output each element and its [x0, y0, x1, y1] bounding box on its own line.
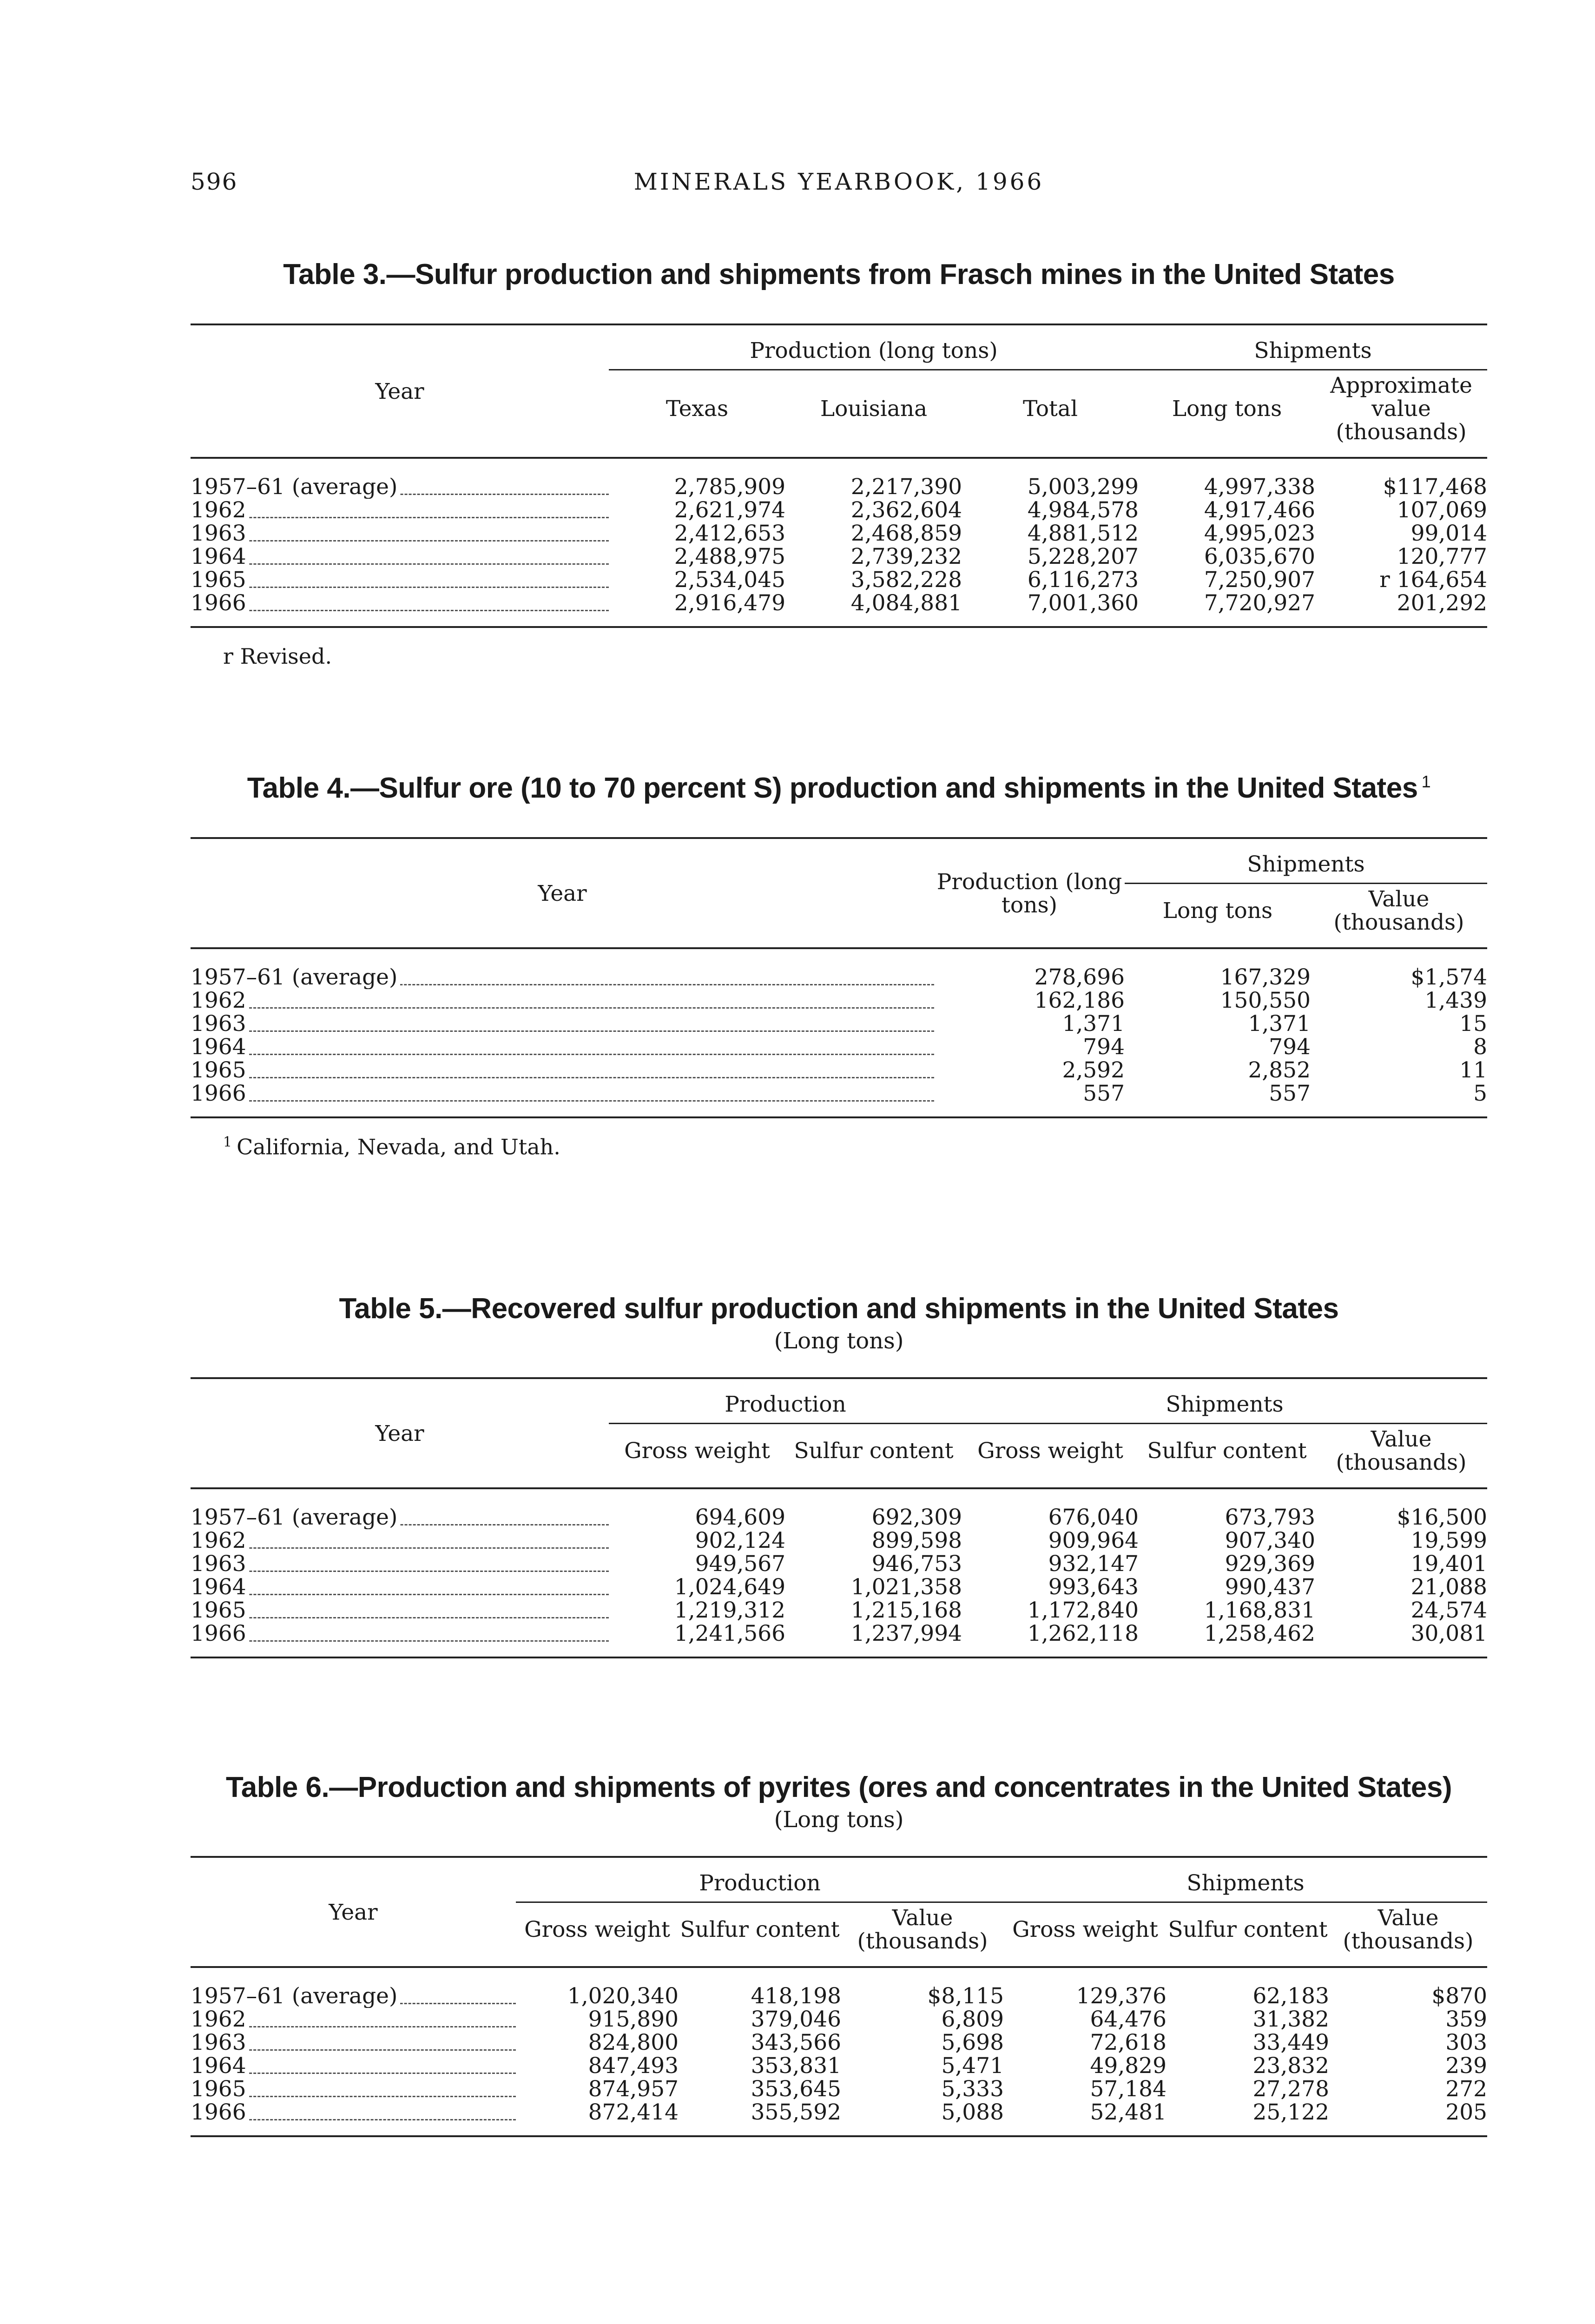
value-header: Value (thousands): [857, 1905, 988, 1954]
table-6: [191, 1771, 1487, 2137]
ship-value-cell: 359: [1445, 2007, 1488, 2032]
year-cell: 1966: [191, 592, 249, 616]
table-row: [191, 1529, 1487, 1552]
total-cell: 7,001,360: [1027, 590, 1139, 616]
ship-gross-cell: 64,476: [1090, 2007, 1167, 2032]
texas-cell: 2,621,974: [674, 497, 785, 523]
year-cell: 1966: [191, 2101, 249, 2125]
ship-sulfur-cell: 23,832: [1252, 2053, 1329, 2079]
ship-value-cell: 205: [1445, 2100, 1488, 2125]
table-row: [191, 522, 1487, 545]
sulfur-content-header: Sulfur content: [794, 1438, 954, 1464]
year-cell: 1962: [191, 1529, 249, 1552]
year-cell: 1963: [191, 522, 249, 545]
table-row: [191, 2008, 1487, 2031]
ship-sulfur-cell: 929,369: [1225, 1551, 1315, 1577]
long-tons-cell: 7,250,907: [1204, 567, 1316, 593]
ship-gross-cell: 52,481: [1090, 2100, 1167, 2125]
year-cell: 1965: [191, 1059, 249, 1082]
prod-gross-cell: 694,609: [695, 1505, 785, 1530]
value-header: Value (thousands): [1336, 1426, 1467, 1475]
ship-sulfur-cell: 673,793: [1225, 1505, 1315, 1530]
louisiana-cell: 2,468,859: [850, 521, 962, 546]
ship-value-cell: 239: [1445, 2053, 1488, 2079]
ship-sulfur-cell: 990,437: [1225, 1574, 1315, 1600]
table-4-title: [191, 772, 1487, 805]
table-row: [191, 1576, 1487, 1599]
louisiana-cell: 3,582,228: [850, 567, 962, 593]
production-group-header: Production (long tons): [609, 324, 1139, 370]
texas-cell: 2,785,909: [674, 474, 785, 500]
table-row: [191, 1488, 1487, 1529]
ship-sulfur-cell: 1,168,831: [1204, 1598, 1315, 1623]
year-cell: 1963: [191, 1552, 249, 1576]
prod-sulfur-cell: 1,021,358: [850, 1574, 962, 1600]
table-5-subtitle: (Long tons): [774, 1328, 904, 1354]
production-group-header: Production: [609, 1378, 962, 1424]
ship-sulfur-cell: 907,340: [1225, 1528, 1315, 1553]
year-header: Year: [375, 1420, 424, 1446]
prod-sulfur-cell: 899,598: [871, 1528, 962, 1553]
table-6-grid: [191, 1856, 1487, 2137]
year-cell: 1957–61 (average): [191, 964, 400, 989]
year-cell: 1966: [191, 1622, 249, 1646]
total-header: Total: [1023, 396, 1078, 422]
table-5-grid: [191, 1377, 1487, 1658]
value-cell: 19,401: [1410, 1551, 1488, 1577]
year-cell: 1957–61 (average): [191, 474, 400, 499]
table-row: [191, 2054, 1487, 2078]
table-3-title: Table 3.—Sulfur production and shipments from Frasch mines in the United States: [283, 258, 1395, 290]
value-cell: $117,468: [1383, 474, 1488, 500]
year-cell: 1962: [191, 989, 249, 1012]
ship-gross-cell: 932,147: [1048, 1551, 1139, 1577]
prod-value-cell: 5,698: [941, 2030, 1004, 2055]
year-cell: 1966: [191, 1082, 249, 1106]
year-cell: 1965: [191, 568, 249, 592]
shipments-group-header: Shipments: [962, 1378, 1487, 1424]
table-row: [191, 989, 1487, 1012]
long-tons-cell: 557: [1269, 1081, 1311, 1106]
prod-gross-cell: 874,957: [588, 2076, 679, 2102]
table-3-grid: [191, 324, 1487, 628]
ship-value-cell: 272: [1445, 2076, 1488, 2102]
value-cell: 5: [1473, 1081, 1487, 1106]
table-row: [191, 568, 1487, 592]
prod-sulfur-cell: 379,046: [751, 2007, 841, 2032]
table-row: [191, 2031, 1487, 2054]
prod-value-cell: 5,471: [941, 2053, 1004, 2079]
ship-gross-cell: 1,262,118: [1027, 1621, 1139, 1646]
ship-gross-cell: 49,829: [1090, 2053, 1167, 2079]
table-row: [191, 499, 1487, 522]
long-tons-cell: 7,720,927: [1204, 590, 1316, 616]
texas-cell: 2,534,045: [674, 567, 785, 593]
sulfur-content-header: Sulfur content: [1168, 1917, 1328, 1942]
prod-sulfur-cell: 353,831: [751, 2053, 841, 2079]
prod-sulfur-cell: 343,566: [751, 2030, 841, 2055]
table-4-footnote-text: California, Nevada, and Utah.: [237, 1134, 560, 1160]
year-cell: 1957–61 (average): [191, 1983, 400, 2008]
total-cell: 5,228,207: [1027, 544, 1139, 569]
production-cell: 557: [1083, 1081, 1125, 1106]
ship-value-cell: $870: [1431, 1983, 1488, 2009]
sulfur-content-header: Sulfur content: [680, 1917, 840, 1942]
table-row: [191, 1552, 1487, 1576]
gross-weight-header: Gross weight: [977, 1438, 1123, 1464]
year-cell: 1965: [191, 1599, 249, 1622]
page-header: [191, 168, 1487, 201]
year-cell: 1964: [191, 1036, 249, 1059]
prod-gross-cell: 949,567: [695, 1551, 785, 1577]
long-tons-header: Long tons: [1162, 898, 1273, 924]
year-header: Year: [538, 880, 587, 906]
table-5-title: Table 5.—Recovered sulfur production and shipments in the United States: [339, 1293, 1339, 1325]
prod-value-cell: 6,809: [941, 2007, 1004, 2032]
prod-sulfur-cell: 1,215,168: [850, 1598, 962, 1623]
long-tons-cell: 794: [1269, 1034, 1311, 1060]
year-cell: 1962: [191, 2008, 249, 2031]
prod-sulfur-cell: 1,237,994: [850, 1621, 962, 1646]
long-tons-cell: 1,371: [1248, 1011, 1311, 1037]
table-row: [191, 592, 1487, 627]
ship-gross-cell: 72,618: [1090, 2030, 1167, 2055]
table-4-footnote-mark: 1: [223, 1134, 232, 1150]
total-cell: 4,881,512: [1027, 521, 1139, 546]
long-tons-cell: 4,997,338: [1204, 474, 1316, 500]
prod-value-cell: 5,333: [941, 2076, 1004, 2102]
year-cell: 1963: [191, 1012, 249, 1036]
long-tons-cell: 150,550: [1220, 988, 1311, 1013]
table-4-title-note: 1: [1421, 772, 1431, 792]
table-4: [191, 772, 1487, 1159]
sulfur-content-header: Sulfur content: [1147, 1438, 1307, 1464]
table-row: [191, 2101, 1487, 2136]
year-cell: 1965: [191, 2078, 249, 2101]
prod-gross-cell: 1,241,566: [674, 1621, 785, 1646]
prod-sulfur-cell: 946,753: [871, 1551, 962, 1577]
value-cell: 21,088: [1410, 1574, 1488, 1600]
gross-weight-header: Gross weight: [1012, 1917, 1158, 1942]
ship-gross-cell: 993,643: [1048, 1574, 1139, 1600]
prod-gross-cell: 902,124: [695, 1528, 785, 1553]
long-tons-cell: 4,917,466: [1204, 497, 1316, 523]
value-cell: 1,439: [1424, 988, 1487, 1013]
value-cell: $16,500: [1397, 1505, 1488, 1530]
value-header: Approximate value (thousands): [1330, 373, 1472, 445]
year-cell: 1964: [191, 2054, 249, 2078]
running-head: MINERALS YEARBOOK, 1966: [633, 168, 1044, 195]
prod-sulfur-cell: 692,309: [871, 1505, 962, 1530]
table-4-footnote: [223, 1134, 1487, 1159]
long-tons-cell: 2,852: [1248, 1057, 1311, 1083]
ship-sulfur-cell: 31,382: [1252, 2007, 1329, 2032]
prod-value-cell: 5,088: [941, 2100, 1004, 2125]
production-cell: 2,592: [1062, 1057, 1125, 1083]
value-cell: 201,292: [1397, 590, 1488, 616]
louisiana-cell: 2,362,604: [850, 497, 962, 523]
value-cell: 24,574: [1410, 1598, 1488, 1623]
year-cell: 1957–61 (average): [191, 1505, 400, 1529]
value-cell: 99,014: [1410, 521, 1488, 546]
long-tons-cell: 6,035,670: [1204, 544, 1316, 569]
louisiana-cell: 4,084,881: [850, 590, 962, 616]
louisiana-cell: 2,217,390: [850, 474, 962, 500]
year-cell: 1964: [191, 545, 249, 568]
ship-gross-cell: 129,376: [1076, 1983, 1167, 2009]
louisiana-cell: 2,739,232: [850, 544, 962, 569]
table-row: [191, 1059, 1487, 1082]
table-row: [191, 2078, 1487, 2101]
value-header: Value (thousands): [1343, 1905, 1474, 1954]
louisiana-header: Louisiana: [820, 396, 928, 422]
prod-gross-cell: 1,024,649: [674, 1574, 785, 1600]
texas-cell: 2,412,653: [674, 521, 785, 546]
table-6-subtitle: (Long tons): [774, 1807, 904, 1833]
texas-header: Texas: [666, 396, 729, 422]
production-header: Production (long tons): [936, 869, 1122, 918]
ship-gross-cell: 57,184: [1090, 2076, 1167, 2102]
table-4-title-text: Table 4.—Sulfur ore (10 to 70 percent S) production and shipments in the United States: [247, 772, 1418, 804]
total-cell: 6,116,273: [1027, 567, 1139, 593]
ship-sulfur-cell: 1,258,462: [1204, 1621, 1315, 1646]
table-row: [191, 1622, 1487, 1657]
prod-gross-cell: 915,890: [588, 2007, 679, 2032]
value-cell: r 164,654: [1379, 567, 1488, 593]
production-group-header: Production: [516, 1857, 1004, 1902]
value-cell: 11: [1459, 1057, 1487, 1083]
long-tons-header: Long tons: [1172, 396, 1282, 422]
table-row: [191, 1599, 1487, 1622]
year-cell: 1964: [191, 1576, 249, 1599]
value-cell: 8: [1473, 1034, 1487, 1060]
year-header: Year: [375, 378, 424, 404]
shipments-group-header: Shipments: [1139, 324, 1487, 370]
gross-weight-header: Gross weight: [524, 1917, 670, 1942]
table-row: [191, 1036, 1487, 1059]
prod-gross-cell: 1,020,340: [567, 1983, 679, 2009]
prod-sulfur-cell: 418,198: [751, 1983, 841, 2009]
long-tons-cell: 4,995,023: [1204, 521, 1316, 546]
table-3-footnote: r Revised.: [223, 644, 332, 669]
page-number: 596: [191, 168, 238, 195]
value-cell: 15: [1459, 1011, 1487, 1037]
ship-sulfur-cell: 25,122: [1252, 2100, 1329, 2125]
production-cell: 794: [1083, 1034, 1125, 1060]
table-3: [191, 258, 1487, 669]
production-cell: 278,696: [1034, 964, 1125, 990]
ship-gross-cell: 676,040: [1048, 1505, 1139, 1530]
prod-gross-cell: 1,219,312: [674, 1598, 785, 1623]
texas-cell: 2,488,975: [674, 544, 785, 569]
production-cell: 1,371: [1062, 1011, 1125, 1037]
prod-sulfur-cell: 353,645: [751, 2076, 841, 2102]
shipments-group-header: Shipments: [1125, 838, 1487, 884]
table-row: [191, 948, 1487, 989]
value-cell: 30,081: [1410, 1621, 1488, 1646]
texas-cell: 2,916,479: [674, 590, 785, 616]
table-row: [191, 1012, 1487, 1036]
ship-gross-cell: 1,172,840: [1027, 1598, 1139, 1623]
ship-sulfur-cell: 33,449: [1252, 2030, 1329, 2055]
table-row: [191, 1967, 1487, 2008]
table-4-grid: [191, 837, 1487, 1118]
value-cell: 120,777: [1397, 544, 1488, 569]
total-cell: 4,984,578: [1027, 497, 1139, 523]
ship-gross-cell: 909,964: [1048, 1528, 1139, 1553]
prod-gross-cell: 824,800: [588, 2030, 679, 2055]
production-cell: 162,186: [1034, 988, 1125, 1013]
value-header: Value (thousands): [1333, 886, 1464, 935]
year-cell: 1963: [191, 2031, 249, 2054]
table-row: [191, 458, 1487, 499]
prod-gross-cell: 847,493: [588, 2053, 679, 2079]
shipments-group-header: Shipments: [1004, 1857, 1487, 1902]
ship-sulfur-cell: 62,183: [1252, 1983, 1329, 2009]
total-cell: 5,003,299: [1027, 474, 1139, 500]
table-5: [191, 1292, 1487, 1658]
year-header: Year: [329, 1899, 378, 1925]
gross-weight-header: Gross weight: [624, 1438, 770, 1464]
value-cell: 19,599: [1410, 1528, 1488, 1553]
prod-sulfur-cell: 355,592: [751, 2100, 841, 2125]
table-row: [191, 545, 1487, 568]
year-cell: 1962: [191, 499, 249, 522]
table-6-title: Table 6.—Production and shipments of pyrites (ores and concentrates in the United States): [225, 1771, 1452, 1803]
ship-sulfur-cell: 27,278: [1252, 2076, 1329, 2102]
long-tons-cell: 167,329: [1220, 964, 1311, 990]
value-cell: $1,574: [1410, 964, 1487, 990]
prod-value-cell: $8,115: [927, 1983, 1004, 2009]
value-cell: 107,069: [1397, 497, 1488, 523]
ship-value-cell: 303: [1445, 2030, 1488, 2055]
table-row: [191, 1082, 1487, 1117]
prod-gross-cell: 872,414: [588, 2100, 679, 2125]
